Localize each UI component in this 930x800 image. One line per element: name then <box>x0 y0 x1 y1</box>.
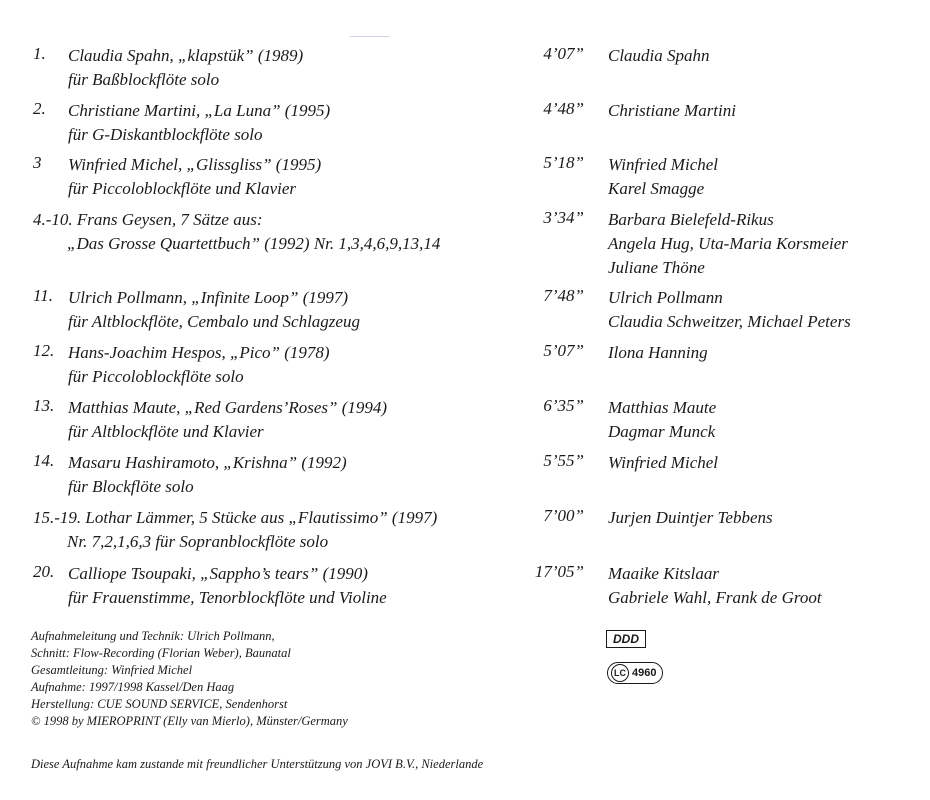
track-number: 1. <box>33 44 46 63</box>
work-title: Matthias Maute, „Red Gardens’Roses” (1994) <box>68 398 388 417</box>
label-code: 4960 <box>632 667 657 679</box>
track-work <box>68 396 387 444</box>
work-title: Frans Geysen, 7 Sätze aus: <box>76 210 263 229</box>
track-number: 12. <box>33 341 55 360</box>
track-duration: 3’34” <box>543 208 584 227</box>
track-duration: 4’48” <box>543 99 584 118</box>
track-work <box>68 44 303 92</box>
work-instrumentation: für Piccoloblockflöte und Klavier <box>68 179 297 198</box>
track-number: 13. <box>33 396 55 415</box>
work-instrumentation: für Altblockflöte, Cembalo und Schlagzeug <box>68 312 360 331</box>
track-duration: 6’35” <box>543 396 584 415</box>
performer: Claudia Schweitzer, Michael Peters <box>608 312 851 331</box>
work-instrumentation: für Frauenstimme, Tenorblockflöte und Violine <box>68 588 387 607</box>
work-title: Ulrich Pollmann, „Infinite Loop” (1997) <box>68 288 349 307</box>
work-title: Lothar Lämmer, 5 Stücke aus „Flautissimo” (1997) <box>85 508 438 527</box>
work-title: Winfried Michel, „Glissgliss” (1995) <box>68 155 322 174</box>
track-work <box>68 99 330 147</box>
track-duration: 7’48” <box>543 286 584 305</box>
performer: Gabriele Wahl, Frank de Groot <box>608 588 822 607</box>
performer: Juliane Thöne <box>608 258 705 277</box>
work-title: Masaru Hashiramoto, „Krishna” (1992) <box>68 453 347 472</box>
track-duration: 17’05” <box>534 562 584 581</box>
track-number: 4.-10. <box>33 210 73 229</box>
track-performers <box>608 44 710 68</box>
track-work <box>68 451 347 499</box>
track-work <box>33 208 440 256</box>
track-number: 3 <box>33 153 42 172</box>
track-performers <box>608 451 718 475</box>
track-duration: 7’00” <box>543 506 584 525</box>
work-instrumentation: für G-Diskantblockflöte solo <box>68 125 263 144</box>
track-performers <box>608 396 716 444</box>
track-number: 15.-19. <box>33 508 82 527</box>
credit-line: Schnitt: Flow-Recording (Florian Weber), Baunatal <box>31 646 291 660</box>
track-duration: 5’07” <box>543 341 584 360</box>
label-code-badge <box>607 662 663 684</box>
track-number: 2. <box>33 99 46 118</box>
track-performers <box>608 153 718 201</box>
performer: Barbara Bielefeld-Rikus <box>608 210 774 229</box>
track-number: 14. <box>33 451 55 470</box>
credit-line: Herstellung: CUE SOUND SERVICE, Sendenhorst <box>31 697 288 711</box>
credit-line: Aufnahme: 1997/1998 Kassel/Den Haag <box>31 680 235 694</box>
track-work <box>68 286 360 334</box>
track-performers <box>608 99 736 123</box>
track-duration: 4’07” <box>543 44 584 63</box>
credit-line: Aufnahmeleitung und Technik: Ulrich Pollmann, <box>31 629 275 643</box>
track-duration: 5’55” <box>543 451 584 470</box>
work-title: Christiane Martini, „La Luna” (1995) <box>68 101 331 120</box>
work-instrumentation: „Das Grosse Quartettbuch” (1992) Nr. 1,3,4,6,9,13,14 <box>67 234 441 253</box>
track-work <box>68 341 330 389</box>
sponsor-note: Diese Aufnahme kam zustande mit freundlicher Unterstützung von JOVI B.V., Niederlande <box>31 757 484 771</box>
performer: Maaike Kitslaar <box>608 564 719 583</box>
track-work <box>68 562 387 610</box>
performer: Matthias Maute <box>608 398 717 417</box>
work-instrumentation: für Piccoloblockflöte solo <box>68 367 244 386</box>
track-work <box>68 153 321 201</box>
track-performers <box>608 506 773 530</box>
ddd-badge: DDD <box>606 630 646 648</box>
credit-line: Gesamtleitung: Winfried Michel <box>31 663 193 677</box>
work-instrumentation: Nr. 7,2,1,6,3 für Sopranblockflöte solo <box>67 532 329 551</box>
work-title: Calliope Tsoupaki, „Sappho’s tears” (1990) <box>68 564 368 583</box>
track-duration: 5’18” <box>543 153 584 172</box>
performer: Claudia Spahn <box>608 46 710 65</box>
performer: Ulrich Pollmann <box>608 288 723 307</box>
production-credits <box>31 628 348 730</box>
work-instrumentation: für Blockflöte solo <box>68 477 194 496</box>
lc-logo: LC <box>611 664 629 682</box>
performer: Dagmar Munck <box>608 422 716 441</box>
track-performers <box>608 208 848 280</box>
scan-speck <box>350 36 390 37</box>
performer: Winfried Michel <box>608 453 719 472</box>
work-instrumentation: für Baßblockflöte solo <box>68 70 220 89</box>
performer: Karel Smagge <box>608 179 705 198</box>
track-number: 11. <box>33 286 53 305</box>
performer: Angela Hug, Uta-Maria Korsmeier <box>608 234 848 253</box>
work-title: Hans-Joachim Hespos, „Pico” (1978) <box>68 343 330 362</box>
track-performers <box>608 562 822 610</box>
credit-line: © 1998 by MIEROPRINT (Elly van Mierlo), Münster/Germany <box>31 714 348 728</box>
performer: Winfried Michel <box>608 155 719 174</box>
work-instrumentation: für Altblockflöte und Klavier <box>68 422 264 441</box>
track-performers <box>608 341 708 365</box>
work-title: Claudia Spahn, „klapstük” (1989) <box>68 46 304 65</box>
track-work <box>33 506 437 554</box>
performer: Christiane Martini <box>608 101 736 120</box>
performer: Jurjen Duintjer Tebbens <box>608 508 773 527</box>
track-performers <box>608 286 851 334</box>
track-number: 20. <box>33 562 55 581</box>
performer: Ilona Hanning <box>608 343 708 362</box>
